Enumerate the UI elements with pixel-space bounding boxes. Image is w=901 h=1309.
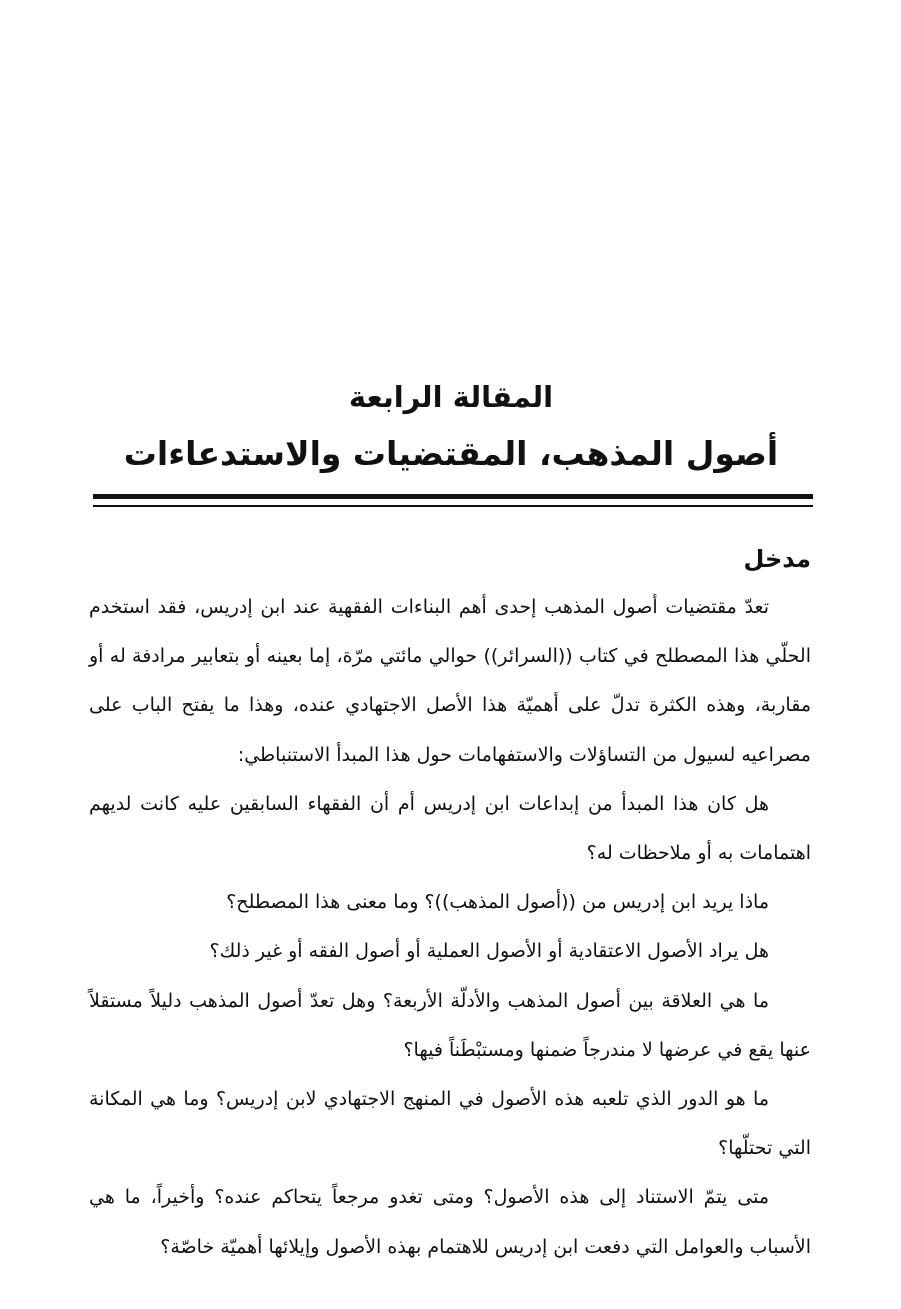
question-paragraph: متى يتمّ الاستناد إلى هذه الأصول؟ ومتى تغدو مرجعاً يتحاكم عنده؟ وأخيراً، ما هي الأسباب والعوامل التي دفعت ابن إدريس للاهتمام بهذه الأصول وإيلائها أهميّة خاصّة؟	[89, 1186, 811, 1258]
title-rule-thick	[93, 494, 813, 499]
article-title: أصول المذهب، المقتضيات والاستدعاءات	[123, 434, 779, 473]
question-paragraph: ما هو الدور الذي تلعبه هذه الأصول في المنهج الاجتهادي لابن إدريس؟ وما هي المكانة التي تحتلّها؟	[89, 1088, 811, 1160]
question-paragraph: هل يراد الأصول الاعتقادية أو الأصول العملية أو أصول الفقه أو غير ذلك؟	[209, 940, 769, 963]
title-rule-thin	[93, 505, 813, 507]
body-text	[89, 583, 811, 1272]
section-heading: مدخل	[743, 545, 811, 573]
intro-paragraph: تعدّ مقتضيات أصول المذهب إحدى أهم البناءات الفقهية عند ابن إدريس، فقد استخدم الحلّي هذا المصطلح في كتاب ((السرائر)) حوالي مائتي مرّة، إما بعينه أو بتعابير مرادفة له أو مقاربة، وهذه الكثرة تدلّ على أهميّة هذا الأصل الاجتهادي عنده، وهذا ما يفتح الباب على مصراعيه لسيول من التساؤلات والاستفهامات حول هذا المبدأ الاستنباطي:	[89, 596, 811, 766]
article-number-heading: المقالة الرابعة	[348, 380, 554, 414]
question-paragraph: ما هي العلاقة بين أصول المذهب والأدلّة الأربعة؟ وهل تعدّ أصول المذهب دليلاً مستقلاً عنها يقع في عرضها لا مندرجاً ضمنها ومستبْطَناً فيها؟	[89, 989, 811, 1061]
question-paragraph: ماذا يريد ابن إدريس من ((أصول المذهب))؟ وما معنى هذا المصطلح؟	[226, 891, 769, 914]
question-paragraph: هل كان هذا المبدأ من إبداعات ابن إدريس أم أن الفقهاء السابقين عليه كانت لديهم اهتمامات به أو ملاحظات له؟	[89, 792, 811, 865]
